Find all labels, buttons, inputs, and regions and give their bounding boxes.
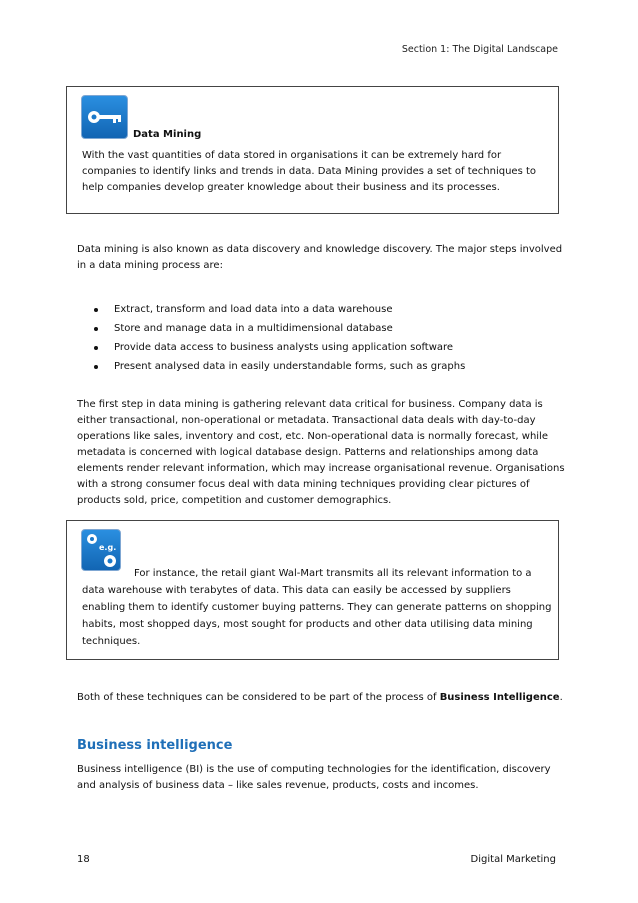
eg-label: e.g.: [99, 543, 117, 552]
box-title: Data Mining: [133, 129, 202, 140]
box-text: With the vast quantities of data stored in organisations it can be extremely hard for companies to identify links and trends in data. Data Mining provides a set of techniques to help companies develop greater knowledge about their business and its processes.: [82, 150, 537, 193]
list-item: Present analysed data in easily understandable forms, such as graphs: [94, 357, 465, 376]
intro-paragraph: Data mining is also known as data discovery and knowledge discovery. The major steps involved in a data mining process are:: [77, 244, 563, 271]
bi-paragraph: Business intelligence (BI) is the use of computing technologies for the identification, discovery and analysis of business data – like sales revenue, products, costs and incomes.: [77, 764, 551, 791]
section-header: Section 1: The Digital Landscape: [401, 44, 558, 55]
footer-title: Digital Marketing: [470, 854, 556, 865]
key-icon: [81, 95, 128, 139]
bi-intro-paragraph: Both of these techniques can be considered to be part of the process of Business Intelligence.: [77, 692, 563, 703]
list-item: Extract, transform and load data into a data warehouse: [94, 300, 465, 319]
section-heading: Business intelligence: [77, 738, 233, 753]
example-box: [66, 520, 559, 660]
bold-term: Business Intelligence: [439, 692, 560, 703]
data-mining-paragraph: The first step in data mining is gathering relevant data critical for business. Company data is either transactional, non-operational or metadata. Transactional data deals with day-to-day operations like sales, inventory and cost, etc. Non-operational data is normally forecast, while metadata is concerned with logical database design. Patterns and relationships among data elements render relevant information, which may increase organisational revenue. Organisations with a strong consumer focus deal with data mining techniques providing clear pictures of products sold, price, competition and customer demographics.: [77, 399, 565, 506]
list-item: Store and manage data in a multidimensional database: [94, 319, 465, 338]
data-mining-box: [66, 86, 559, 214]
example-text: For instance, the retail giant Wal-Mart transmits all its relevant information to a data warehouse with terabytes of data. This data can easily be accessed by suppliers enabling them to identify customer buying patterns. They can generate patterns on shopping habits, most shopped days, most sought for products and other data utilising data mining techniques.: [82, 568, 552, 647]
list-item: Provide data access to business analysts using application software: [94, 338, 465, 357]
steps-list: [94, 300, 465, 376]
page-number: 18: [77, 854, 90, 865]
